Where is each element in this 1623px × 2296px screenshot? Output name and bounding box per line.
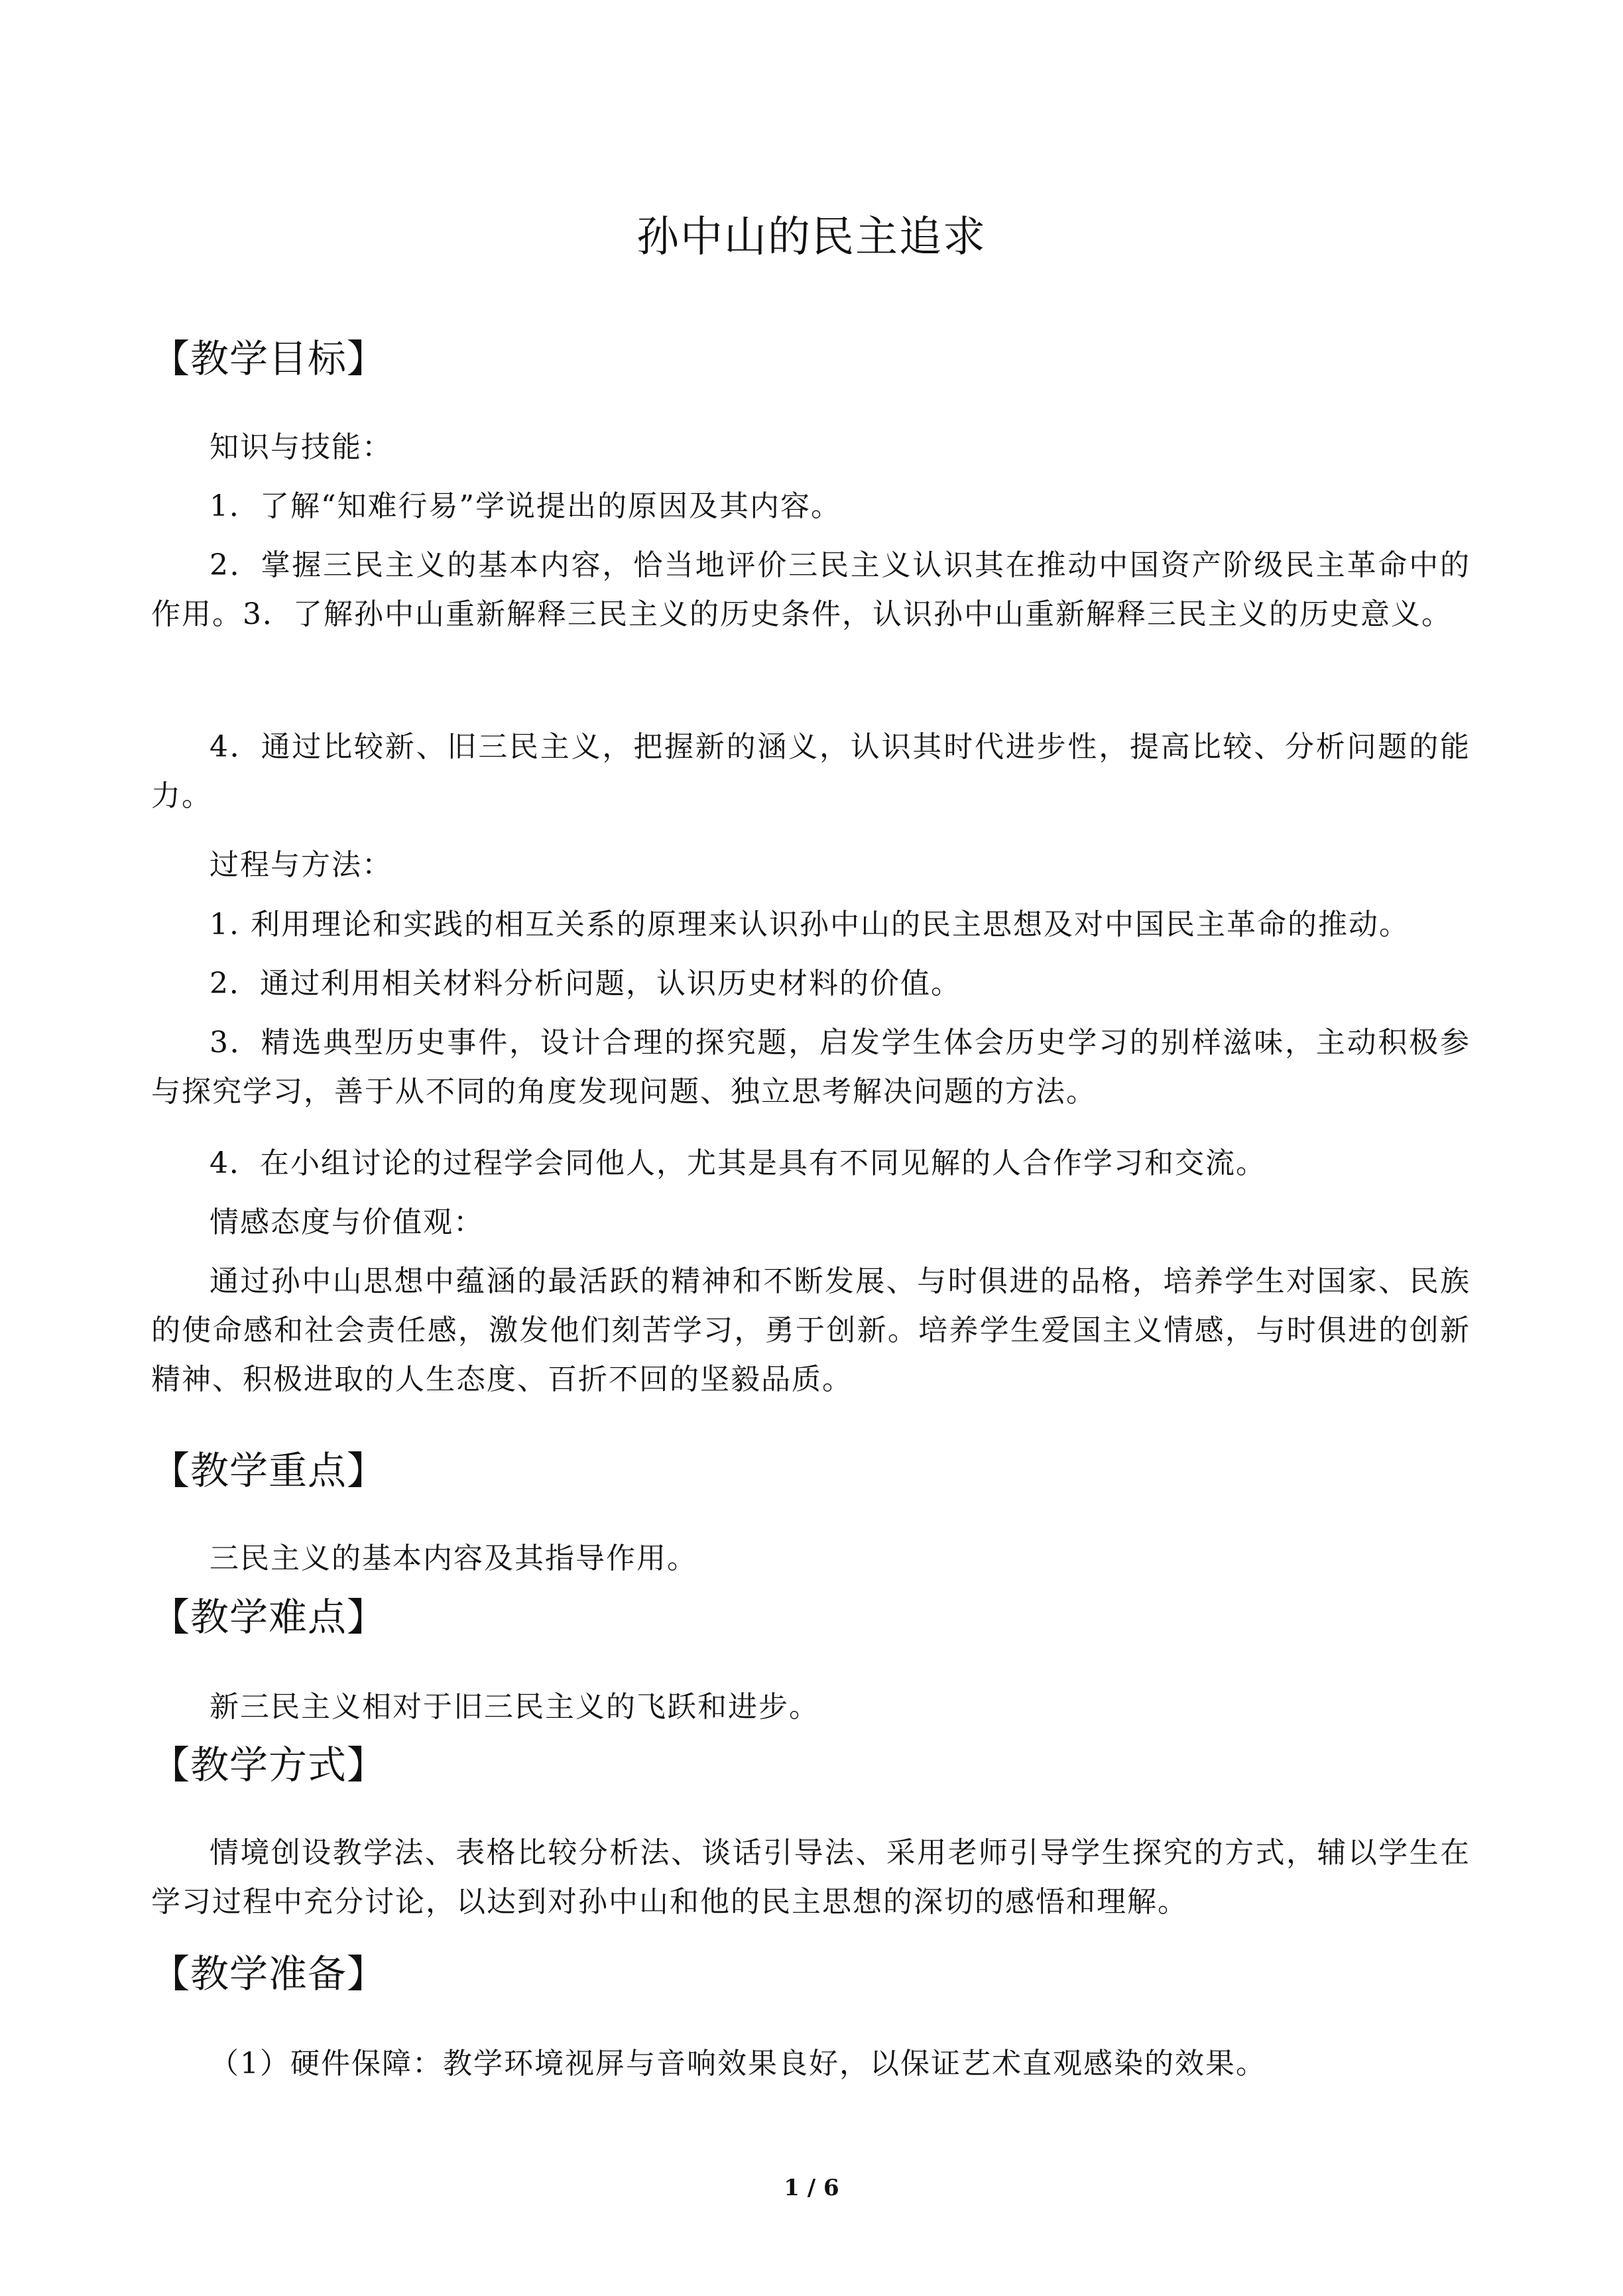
attitude-label: 情感态度与价值观： (210, 1205, 484, 1239)
knowledge-item-1: 1．了解“知难行易”学说提出的原因及其内容。 (210, 489, 841, 523)
preparation-item-1: （1）硬件保障：教学环境视屏与音响效果良好，以保证艺术直观感染的效果。 (210, 2047, 1266, 2081)
process-item-1: 1. 利用理论和实践的相互关系的原理来认识孙中山的民主思想及对中国民主革命的推动。 (210, 908, 1410, 941)
process-label: 过程与方法： (210, 848, 392, 882)
heading-key-points: 【教学重点】 (151, 1448, 387, 1493)
process-item-4: 4．在小组讨论的过程学会同他人，尤其是具有不同见解的人合作学习和交流。 (210, 1146, 1266, 1180)
process-item-3: 3．精选典型历史事件，设计合理的探究题，启发学生体会历史学习的别样滋味，主动积极参与探究学习，善于从不同的角度发现问题、独立思考解决问题的方法。 (151, 1026, 1471, 1109)
heading-methods: 【教学方式】 (151, 1742, 387, 1787)
knowledge-item-2-3: 2．掌握三民主义的基本内容，恰当地评价三民主义认识其在推动中国资产阶级民主革命中的作用。3．了解孙中山重新解释三民主义的历史条件，认识孙中山重新解释三民主义的历史意义。 (151, 548, 1471, 631)
document-title: 孙中山的民主追求 (636, 213, 987, 262)
attitude-text: 通过孙中山思想中蕴涵的最活跃的精神和不断发展、与时俱进的品格，培养学生对国家、民族的使命感和社会责任感，激发他们刻苦学习，勇于创新。培养学生爱国主义情感，与时俱进的创新精神、积极进取的人生态度、百折不回的坚毅品质。 (151, 1264, 1471, 1396)
process-item-2: 2．通过利用相关材料分析问题，认识历史材料的价值。 (210, 967, 961, 1000)
difficulties-text: 新三民主义相对于旧三民主义的飞跃和进步。 (210, 1690, 819, 1724)
heading-difficulties: 【教学难点】 (151, 1595, 387, 1640)
heading-objectives: 【教学目标】 (151, 336, 387, 381)
knowledge-label: 知识与技能： (210, 430, 392, 464)
methods-text: 情境创设教学法、表格比较分析法、谈话引导法、采用老师引导学生探究的方式，辅以学生在学习过程中充分讨论，以达到对孙中山和他的民主思想的深切的感悟和理解。 (151, 1836, 1471, 1919)
heading-preparation: 【教学准备】 (151, 1951, 387, 1996)
key-points-text: 三民主义的基本内容及其指导作用。 (210, 1541, 697, 1575)
knowledge-item-4: 4．通过比较新、旧三民主义，把握新的涵义，认识其时代进步性，提高比较、分析问题的能力。 (151, 730, 1471, 813)
page-number: 1 / 6 (784, 2175, 839, 2201)
